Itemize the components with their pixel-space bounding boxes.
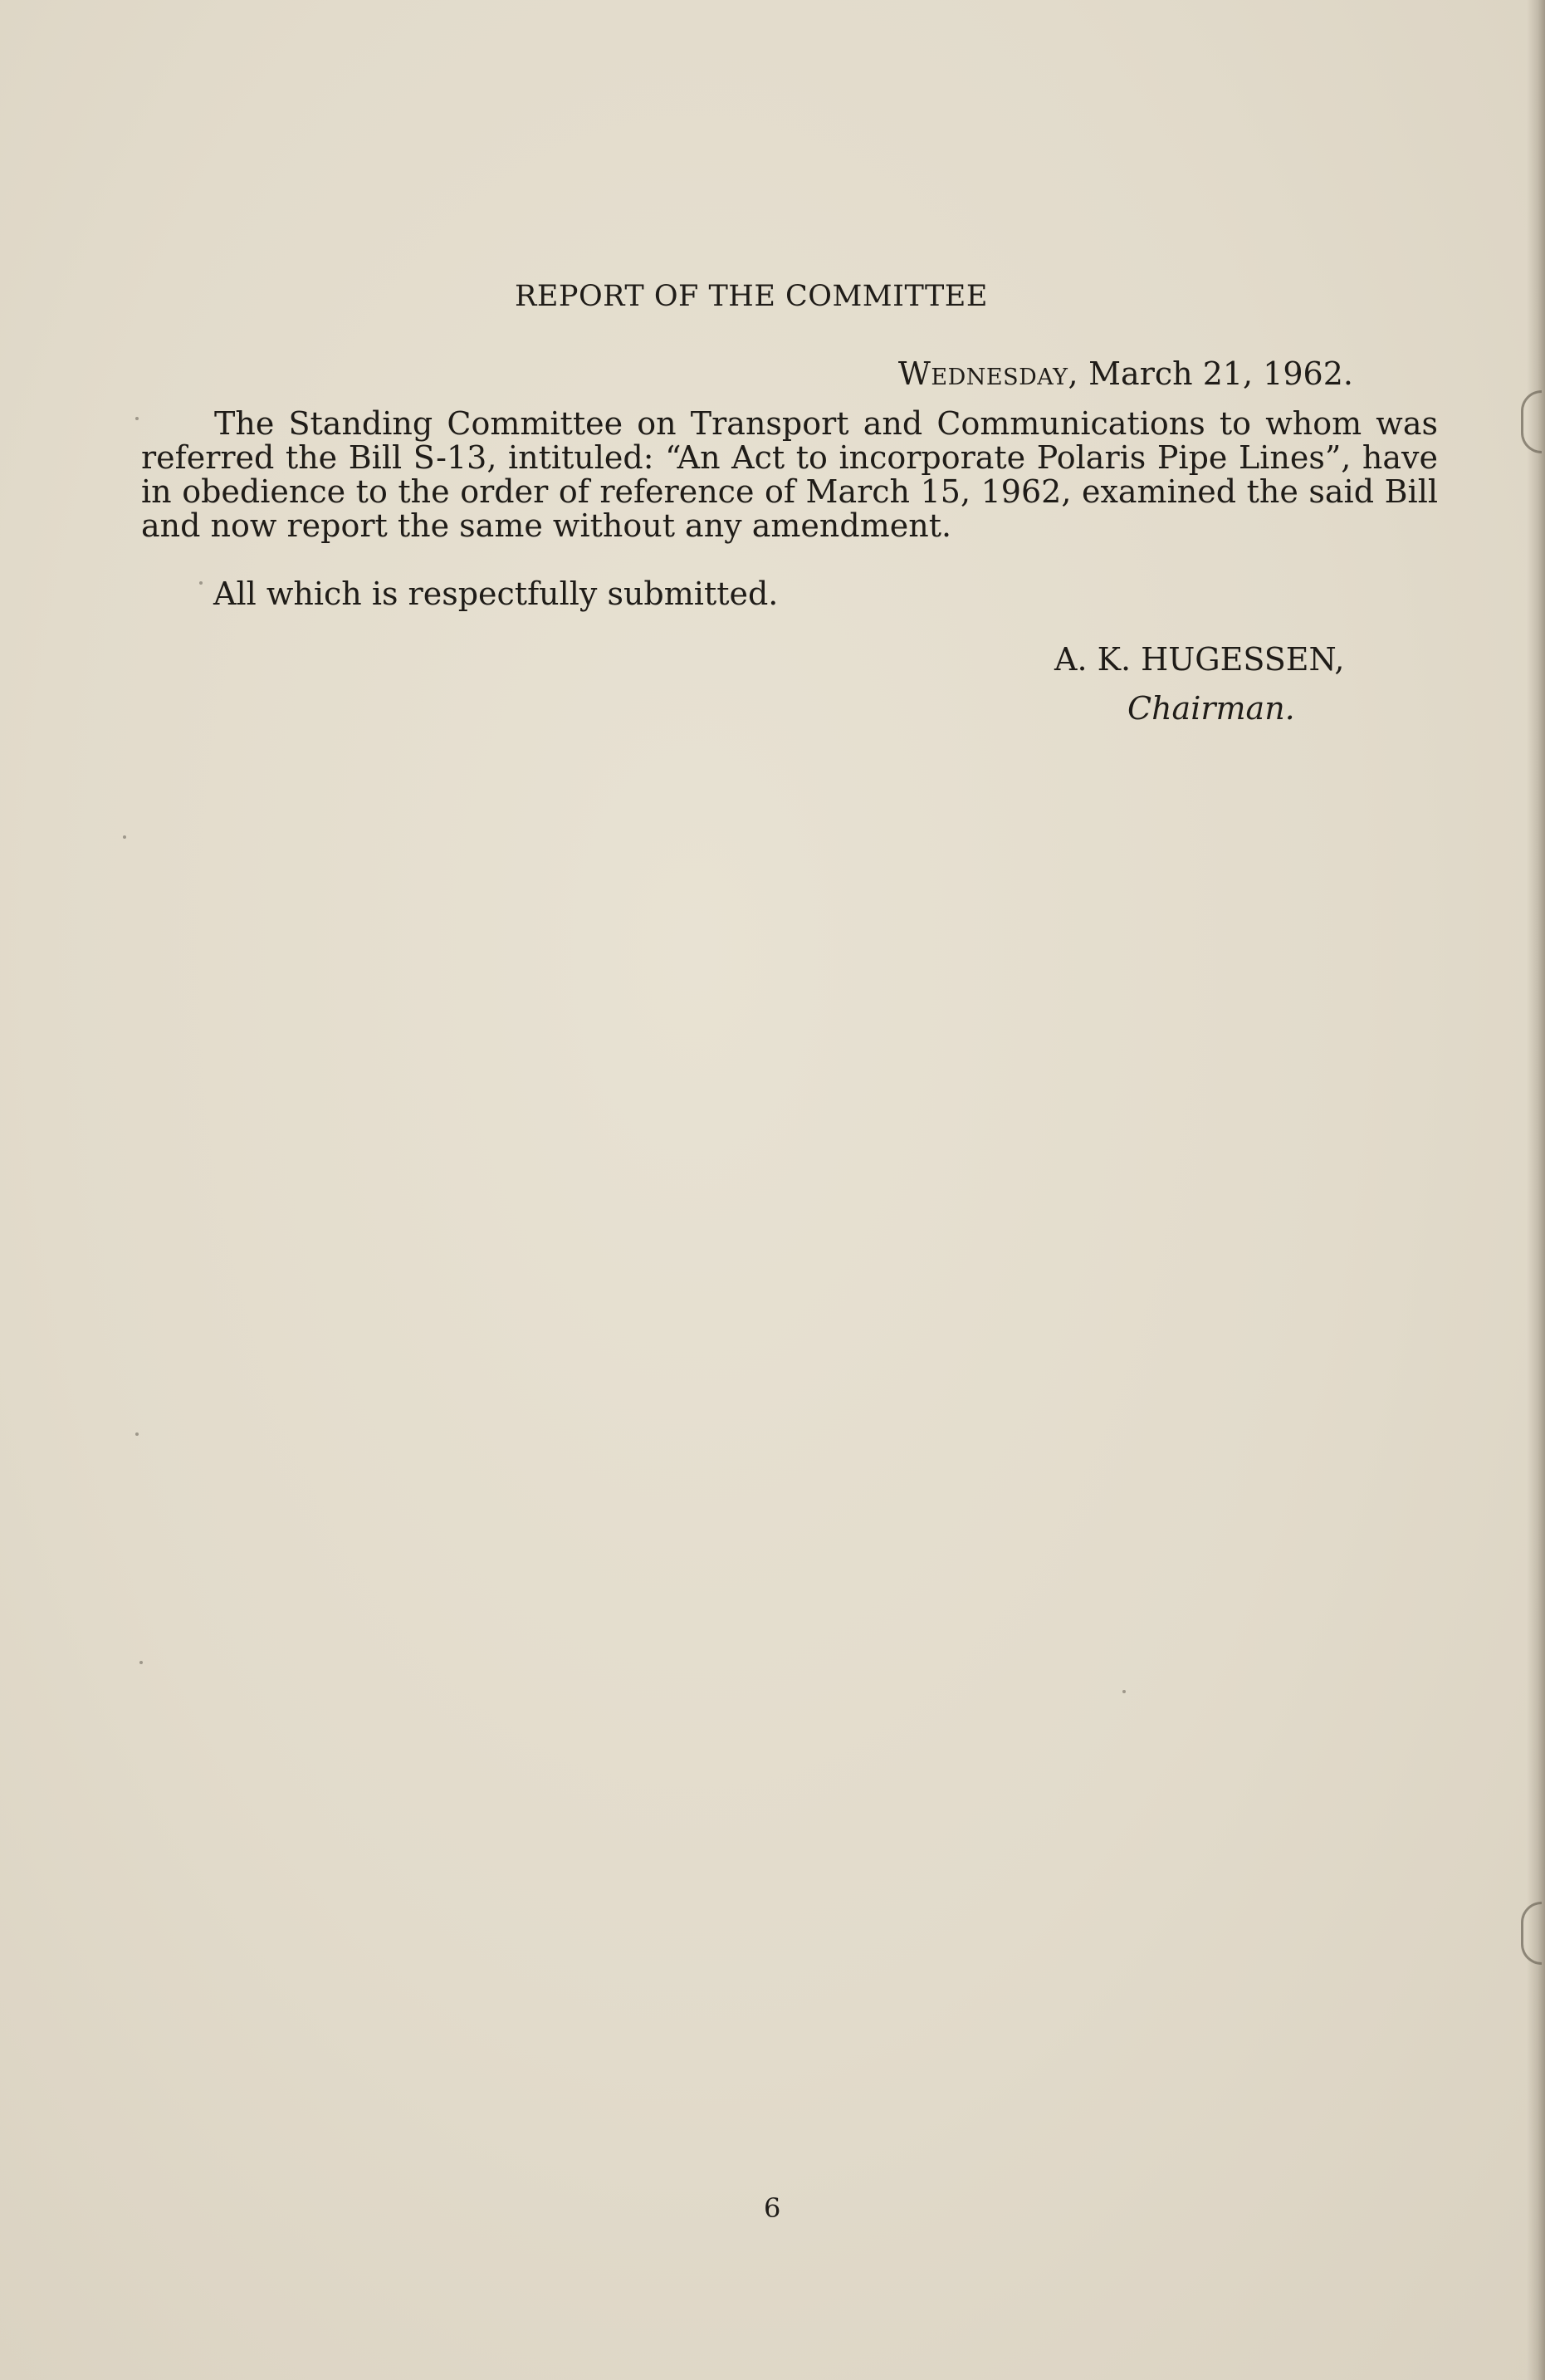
page-number: 6 [764,2192,781,2224]
report-heading: REPORT OF THE COMMITTEE [515,280,988,313]
signatory-name: A. K. HUGESSEN, [1054,641,1345,678]
paper-speck [1122,1690,1126,1693]
binding-mark-top [1521,390,1542,453]
binding-mark-bottom [1521,1902,1542,1965]
paper-speck [135,417,139,420]
closing-line: All which is respectfully submitted. [213,575,779,612]
dateline [898,355,1353,392]
paper-speck [135,1432,139,1436]
dateline-day: Wednesday, [897,355,1079,392]
paper-speck [139,1661,143,1664]
paper-speck [199,581,203,585]
dateline-date: March 21, 1962. [1088,355,1353,392]
signatory-title: Chairman. [1127,690,1295,727]
page-edge-shadow [1527,0,1545,2380]
report-body-paragraph: The Standing Committee on Transport and Communications to whom was referred the Bill S-13, intituled: “An Act to incorporate Polaris Pipe Lines”, have in obedience to the order of reference of March 15, 1962, examined the said Bill and now report the same without any amendment. [141,405,1438,544]
paper-speck [123,835,126,839]
